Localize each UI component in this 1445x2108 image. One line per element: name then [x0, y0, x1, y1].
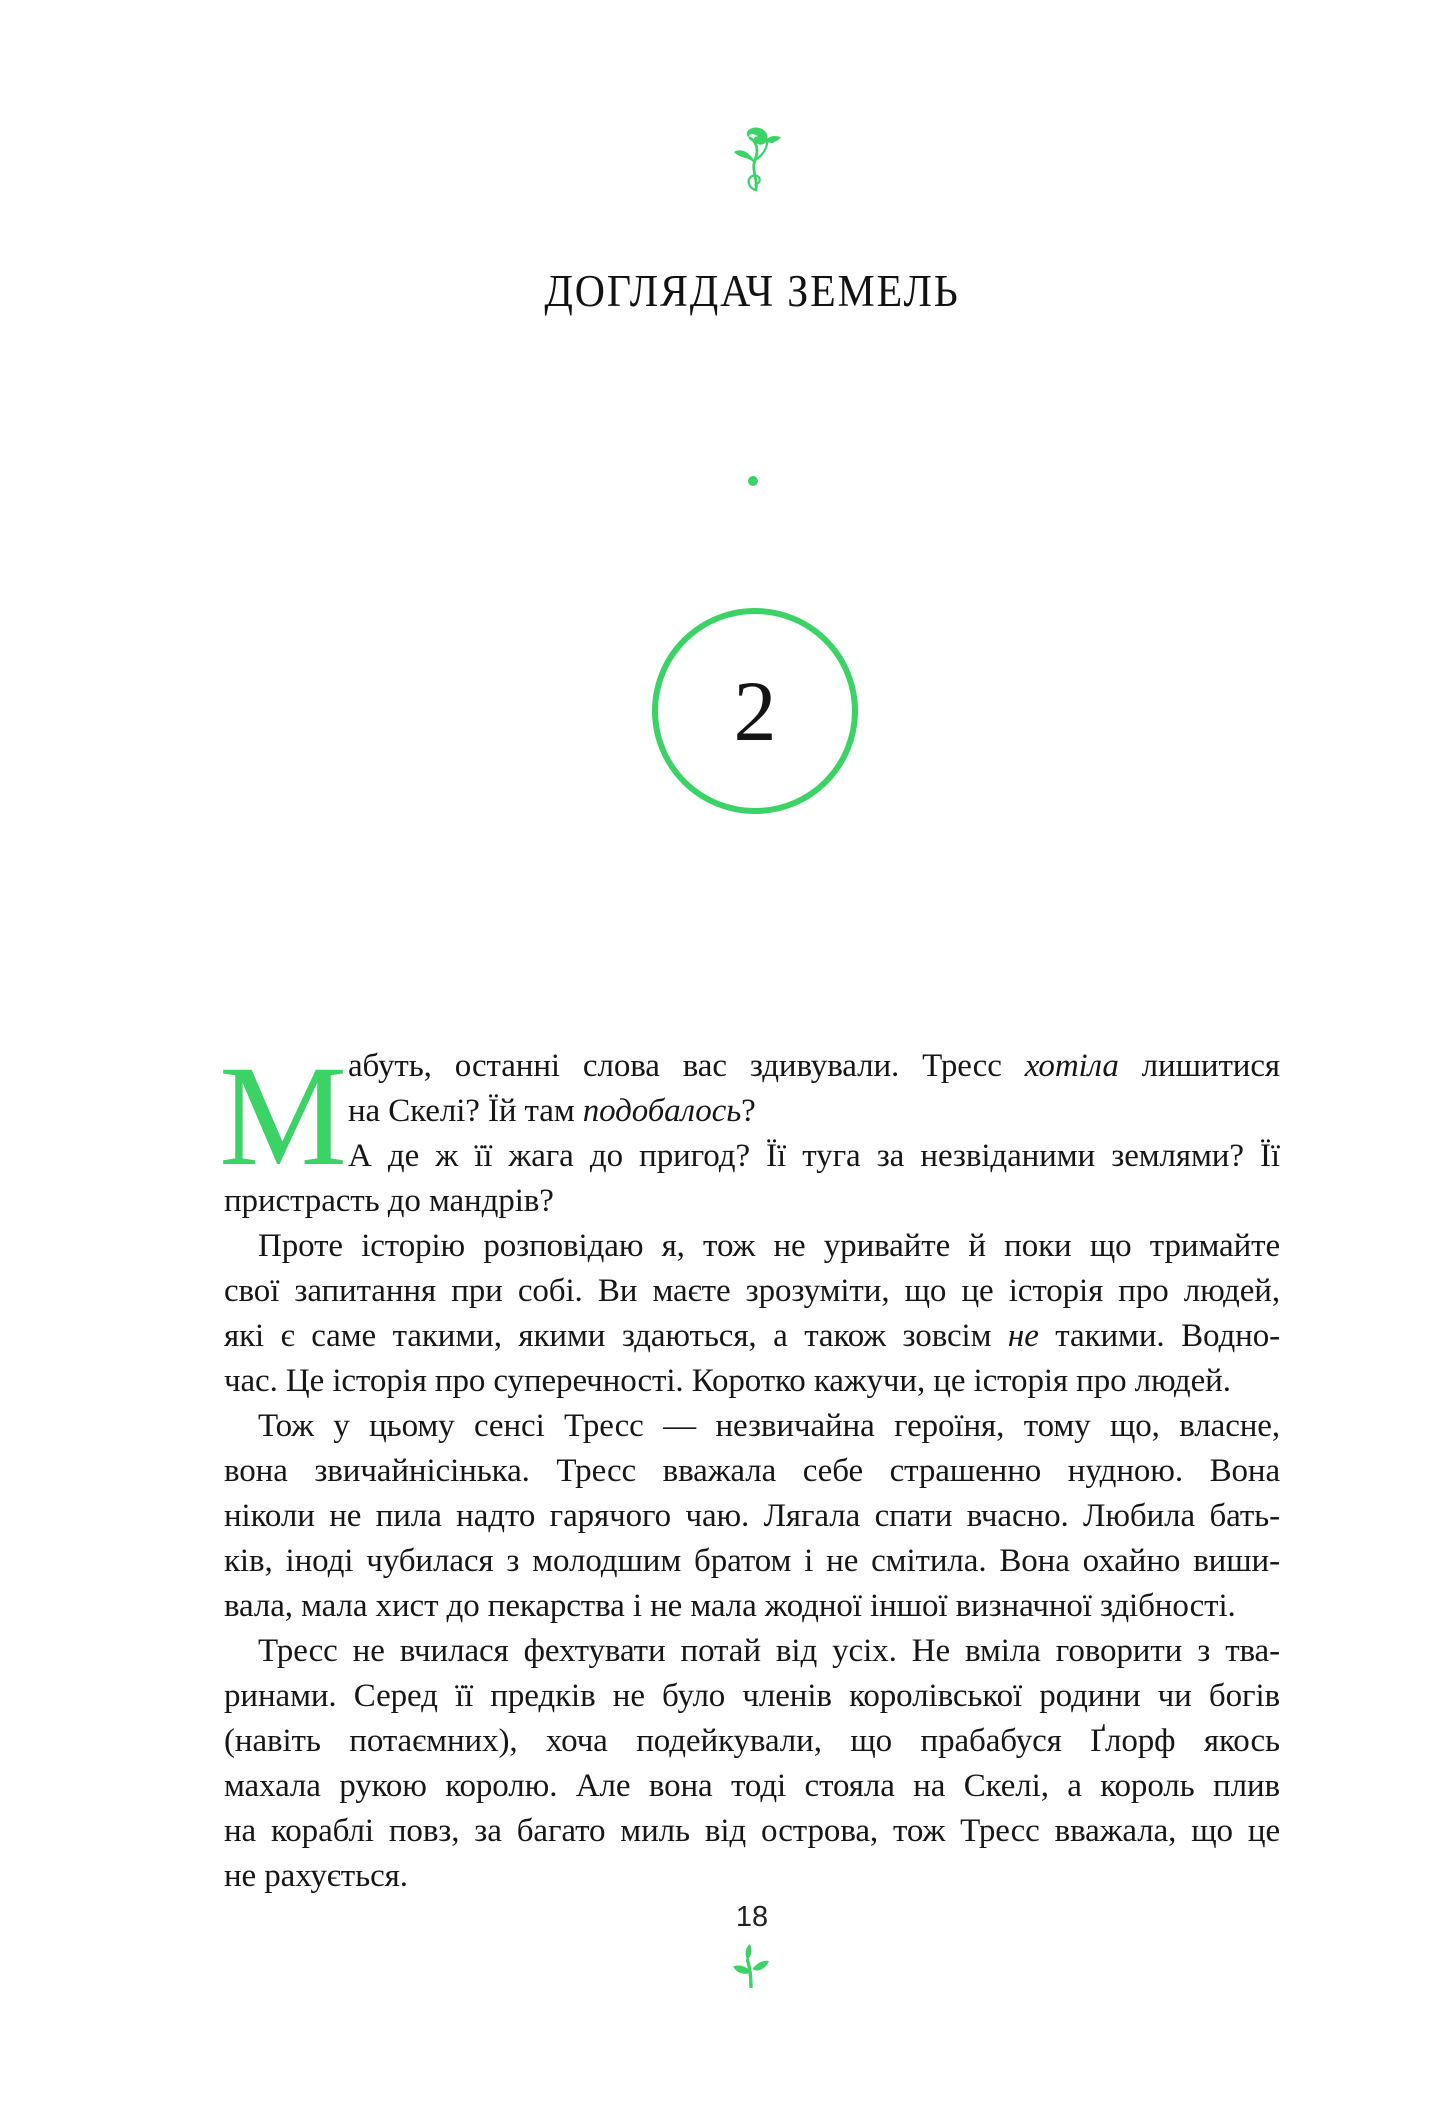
drop-cap: М [219, 1037, 348, 1196]
text-segment: на кораблі повз, за багато миль від острова, тож Тресс вважала, що це [224, 1813, 1280, 1849]
text-line [224, 1719, 1280, 1764]
text-segment: Тресс не вчилася фехтувати потай від усіх. Не вміла говорити з тва- [258, 1633, 1280, 1669]
text-segment: які є саме такими, якими здаються, а також зовсім [224, 1318, 1008, 1354]
chapter-number-circle [652, 608, 858, 814]
text-line [224, 1539, 1280, 1584]
text-line [348, 1134, 1280, 1179]
text-segment: махала рукою королю. Але вона тоді стояла на Скелі, а король плив [224, 1768, 1280, 1804]
text-line [224, 1314, 1280, 1359]
page-number: 18 [735, 1901, 769, 1933]
text-line [224, 1494, 1280, 1539]
text-segment: свої запитання при собі. Ви маєте зрозуміти, що це історія про людей, [224, 1273, 1280, 1309]
italic-text: не [1007, 1318, 1039, 1354]
italic-text: подобалось [582, 1093, 742, 1129]
body-text [224, 1044, 1280, 1899]
sprout-icon [733, 1944, 769, 1993]
text-line [224, 1809, 1280, 1854]
text-segment: ринами. Серед її предків не було членів королівської родини чи богів [224, 1678, 1280, 1714]
text-line [258, 1629, 1280, 1674]
chapter-number: 2 [733, 663, 777, 759]
text-line [224, 1269, 1280, 1314]
text-segment: вала, мала хист до пекарства і не мала жодної іншої визначної здібності. [224, 1588, 1236, 1624]
floral-flourish-icon [732, 126, 782, 199]
text-segment: Проте історію розповідаю я, тож не уривайте й поки що тримайте [258, 1228, 1280, 1264]
text-line [348, 1044, 1280, 1089]
text-segment: не рахується. [224, 1858, 408, 1894]
text-line [224, 1854, 1280, 1899]
text-line [224, 1584, 1280, 1629]
text-line [258, 1404, 1280, 1449]
italic-text: хотіла [1024, 1048, 1119, 1084]
text-line [224, 1449, 1280, 1494]
text-segment: А де ж її жага до пригод? Її туга за незвіданими землями? Її [348, 1138, 1280, 1174]
text-segment: абуть, останні слова вас здивували. Тресс [348, 1048, 1025, 1084]
text-line [348, 1089, 1280, 1134]
green-dot [748, 476, 758, 486]
text-segment: такими. Водно- [1038, 1318, 1280, 1354]
text-segment: (навіть потаємних), хоча подейкували, що прабабуся Ґлорф якось [224, 1723, 1280, 1759]
text-line [224, 1359, 1280, 1404]
text-line [224, 1179, 1280, 1224]
text-line [224, 1674, 1280, 1719]
text-segment: лишитися [1118, 1048, 1280, 1084]
text-segment: ? [741, 1093, 756, 1129]
text-line [224, 1764, 1280, 1809]
text-segment: пристрасть до мандрів? [224, 1183, 554, 1219]
text-segment: ніколи не пила надто гарячого чаю. Лягала спати вчасно. Любила бать- [224, 1498, 1280, 1534]
chapter-title: ДОГЛЯДАЧ ЗЕМЕЛЬ [544, 266, 960, 316]
text-segment: час. Це історія про суперечності. Коротко кажучи, це історія про людей. [224, 1363, 1231, 1399]
text-line [258, 1224, 1280, 1269]
text-segment: вона звичайнісінька. Тресс вважала себе страшенно нудною. Вона [224, 1453, 1280, 1489]
text-segment: на Скелі? Їй там [348, 1093, 583, 1129]
text-segment: ків, іноді чубилася з молодшим братом і не смітила. Вона охайно виши- [224, 1543, 1280, 1579]
text-segment: Тож у цьому сенсі Тресс — незвичайна героїня, тому що, власне, [258, 1408, 1280, 1444]
